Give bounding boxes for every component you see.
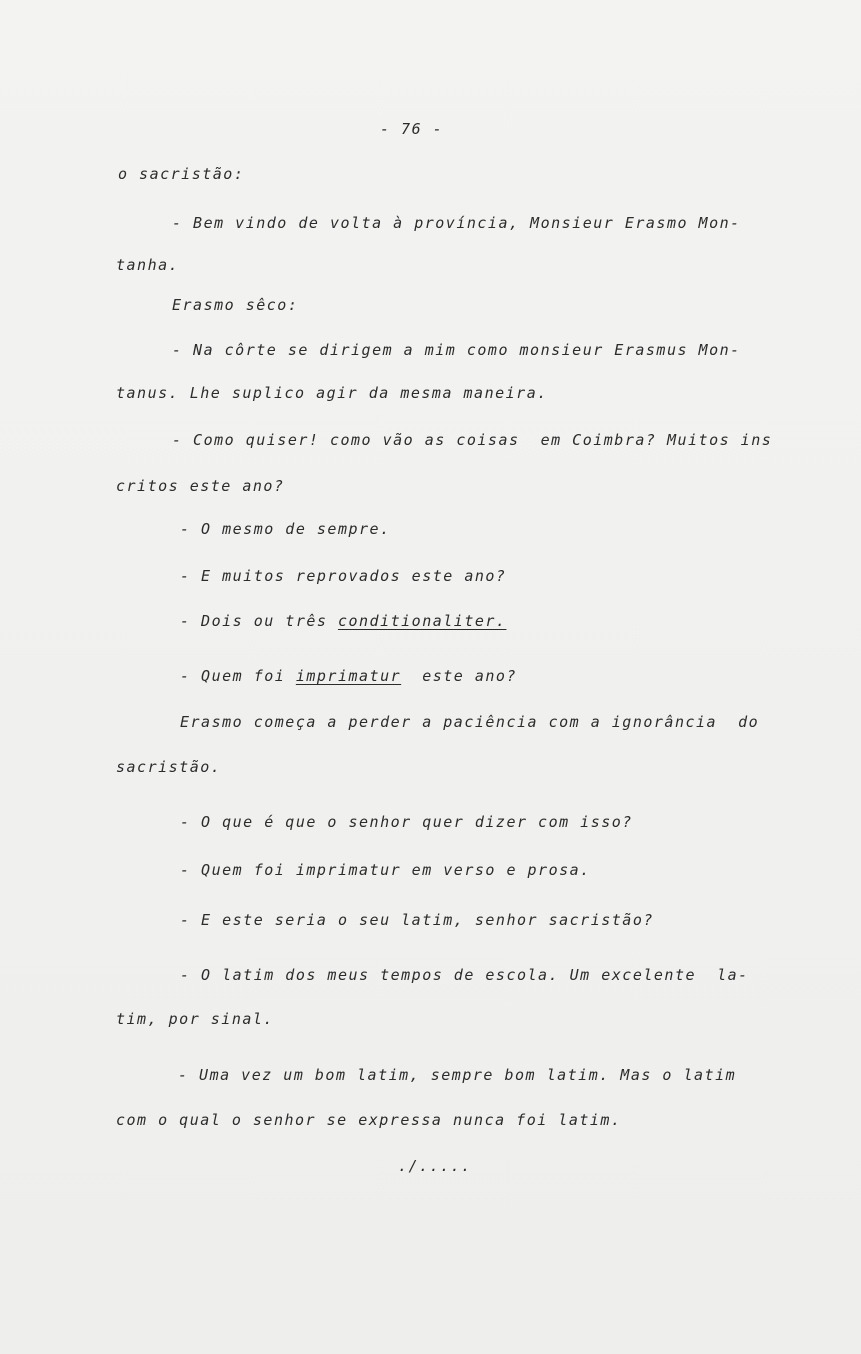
text-line: o sacristão: bbox=[118, 165, 245, 183]
continuation-mark: ./..... bbox=[398, 1157, 472, 1175]
text-line: critos este ano? bbox=[116, 477, 285, 495]
text-line: - O latim dos meus tempos de escola. Um excelente la- bbox=[180, 966, 749, 984]
text-line: sacristão. bbox=[116, 758, 222, 776]
text-line bbox=[180, 667, 517, 685]
text-line: Erasmo sêco: bbox=[172, 296, 299, 314]
text-line: - Na côrte se dirigem a mim como monsieur Erasmus Mon- bbox=[172, 341, 741, 359]
text-segment: - Quem foi bbox=[180, 667, 296, 685]
text-segment: este ano? bbox=[401, 667, 517, 685]
text-line: - E muitos reprovados este ano? bbox=[180, 567, 507, 585]
underlined-term: conditionaliter. bbox=[337, 612, 507, 630]
text-line: tanha. bbox=[116, 256, 180, 274]
page-number: - 76 - bbox=[380, 120, 444, 138]
text-line: - Uma vez um bom latim, sempre bom latim. Mas o latim bbox=[178, 1066, 737, 1084]
text-segment: - Dois ou três bbox=[180, 612, 338, 630]
text-line: - E este seria o seu latim, senhor sacristão? bbox=[180, 911, 654, 929]
text-line: Erasmo começa a perder a paciência com a ignorância do bbox=[180, 713, 760, 731]
text-line: - Bem vindo de volta à província, Monsieur Erasmo Mon- bbox=[172, 214, 741, 232]
text-line: tanus. Lhe suplico agir da mesma maneira. bbox=[116, 384, 548, 402]
text-line: tim, por sinal. bbox=[116, 1010, 274, 1028]
text-line: - Como quiser! como vão as coisas em Coimbra? Muitos ins bbox=[172, 431, 773, 449]
text-line: com o qual o senhor se expressa nunca foi latim. bbox=[116, 1111, 622, 1129]
text-line: - Quem foi imprimatur em verso e prosa. bbox=[180, 861, 591, 879]
underlined-term: imprimatur bbox=[295, 667, 402, 685]
text-line: - O mesmo de sempre. bbox=[180, 520, 391, 538]
text-line bbox=[180, 612, 506, 630]
text-line: - O que é que o senhor quer dizer com isso? bbox=[180, 813, 633, 831]
